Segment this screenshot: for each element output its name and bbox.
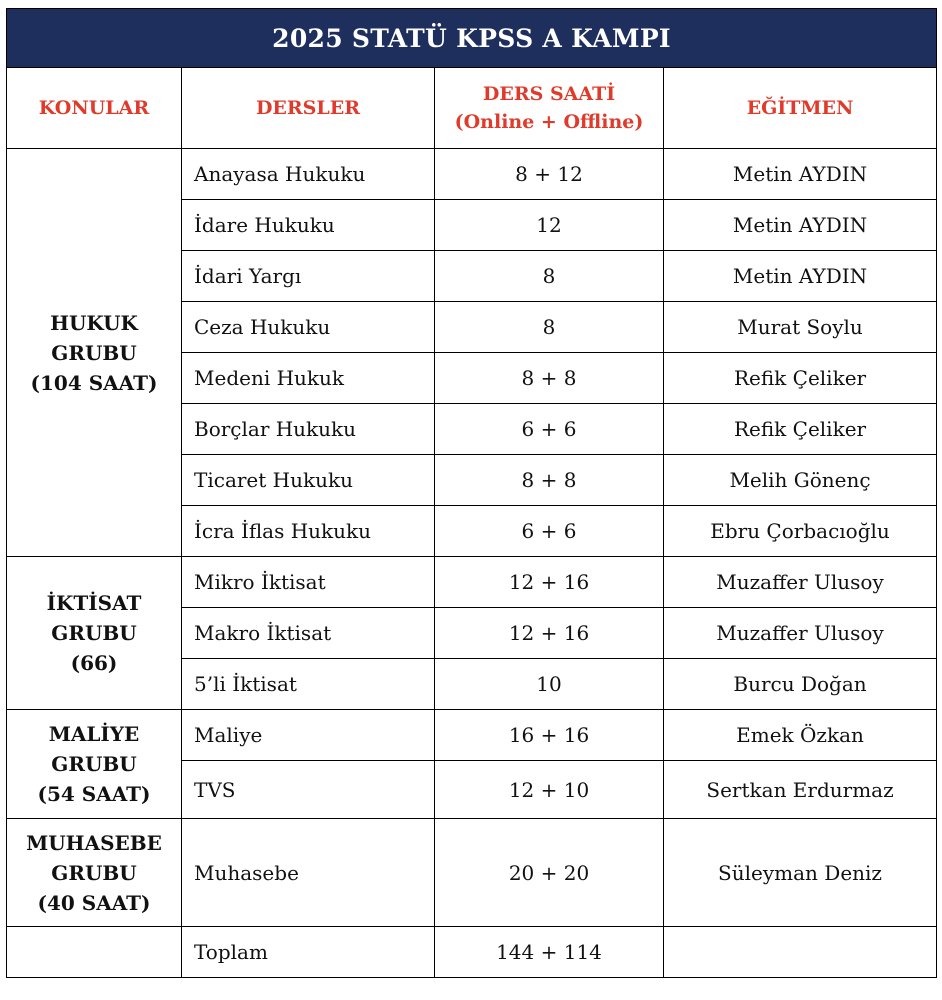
header-topics: KONULAR: [7, 68, 182, 149]
title-row: [7, 9, 937, 68]
lesson-cell: İcra İflas Hukuku: [182, 506, 435, 557]
group-name-line: GRUBU: [51, 752, 137, 776]
hours-cell: 8: [435, 302, 664, 353]
total-hours: 144 + 114: [435, 927, 664, 978]
lesson-cell: 5’li İktisat: [182, 659, 435, 710]
table-row: [7, 710, 937, 761]
group-name-line: İKTİSAT: [46, 591, 142, 615]
hours-cell: 6 + 6: [435, 404, 664, 455]
instructor-cell: Muzaffer Ulusoy: [664, 608, 937, 659]
instructor-cell: Burcu Doğan: [664, 659, 937, 710]
instructor-cell: Murat Soylu: [664, 302, 937, 353]
lesson-cell: Medeni Hukuk: [182, 353, 435, 404]
lesson-cell: Muhasebe: [182, 819, 435, 927]
header-lessons: DERSLER: [182, 68, 435, 149]
group-name-line: (40 SAAT): [37, 890, 151, 915]
instructor-cell: Muzaffer Ulusoy: [664, 557, 937, 608]
schedule-document: [6, 8, 936, 978]
instructor-cell: Ebru Çorbacıoğlu: [664, 506, 937, 557]
instructor-cell: Melih Gönenç: [664, 455, 937, 506]
total-instructor-cell: [664, 927, 937, 978]
hours-cell: 20 + 20: [435, 819, 664, 927]
lesson-cell: Ticaret Hukuku: [182, 455, 435, 506]
group-name-line: (54 SAAT): [37, 782, 151, 806]
group-name-line: (66): [70, 651, 118, 675]
hours-cell: 8 + 8: [435, 353, 664, 404]
table-row: [7, 557, 937, 608]
instructor-cell: Metin AYDIN: [664, 251, 937, 302]
instructor-cell: Süleyman Deniz: [664, 819, 937, 927]
group-label-maliye: [7, 710, 182, 819]
header-hours: [435, 68, 664, 149]
hours-cell: 12 + 16: [435, 608, 664, 659]
hours-cell: 8 + 12: [435, 149, 664, 200]
total-empty-cell: [7, 927, 182, 978]
lesson-cell: İdare Hukuku: [182, 200, 435, 251]
lesson-cell: Maliye: [182, 710, 435, 761]
lesson-cell: Mikro İktisat: [182, 557, 435, 608]
group-name-line: MALİYE: [48, 722, 140, 746]
hours-cell: 10: [435, 659, 664, 710]
instructor-cell: Refik Çeliker: [664, 404, 937, 455]
group-label-iktisat: [7, 557, 182, 710]
header-hours-line1: DERS SAATİ: [482, 83, 616, 105]
instructor-cell: Emek Özkan: [664, 710, 937, 761]
group-name-line: HUKUK: [50, 310, 138, 335]
group-name-line: GRUBU: [51, 860, 137, 885]
table-row: [7, 819, 937, 927]
lesson-cell: Makro İktisat: [182, 608, 435, 659]
group-name-line: (104 SAAT): [30, 370, 158, 395]
hours-cell: 16 + 16: [435, 710, 664, 761]
lesson-cell: Ceza Hukuku: [182, 302, 435, 353]
instructor-cell: Metin AYDIN: [664, 200, 937, 251]
instructor-cell: Refik Çeliker: [664, 353, 937, 404]
group-name-line: GRUBU: [51, 340, 137, 365]
instructor-cell: Metin AYDIN: [664, 149, 937, 200]
lesson-cell: Borçlar Hukuku: [182, 404, 435, 455]
hours-cell: 6 + 6: [435, 506, 664, 557]
lesson-cell: İdari Yargı: [182, 251, 435, 302]
hours-cell: 12: [435, 200, 664, 251]
lesson-cell: TVS: [182, 761, 435, 819]
hours-cell: 12 + 10: [435, 761, 664, 819]
hours-cell: 8 + 8: [435, 455, 664, 506]
lesson-cell: Anayasa Hukuku: [182, 149, 435, 200]
group-label-hukuk: [7, 149, 182, 557]
instructor-cell: Sertkan Erdurmaz: [664, 761, 937, 819]
group-name-line: GRUBU: [51, 621, 137, 645]
header-hours-line2: (Online + Offline): [454, 111, 644, 133]
table-row: [7, 149, 937, 200]
group-name-line: MUHASEBE: [26, 830, 162, 855]
group-label-muhasebe: [7, 819, 182, 927]
hours-cell: 12 + 16: [435, 557, 664, 608]
total-row: [7, 927, 937, 978]
table-title: 2025 STATÜ KPSS A KAMPI: [7, 9, 937, 68]
header-row: [7, 68, 937, 149]
total-label: Toplam: [182, 927, 435, 978]
header-instructor: EĞİTMEN: [664, 68, 937, 149]
schedule-table: [6, 8, 937, 978]
hours-cell: 8: [435, 251, 664, 302]
